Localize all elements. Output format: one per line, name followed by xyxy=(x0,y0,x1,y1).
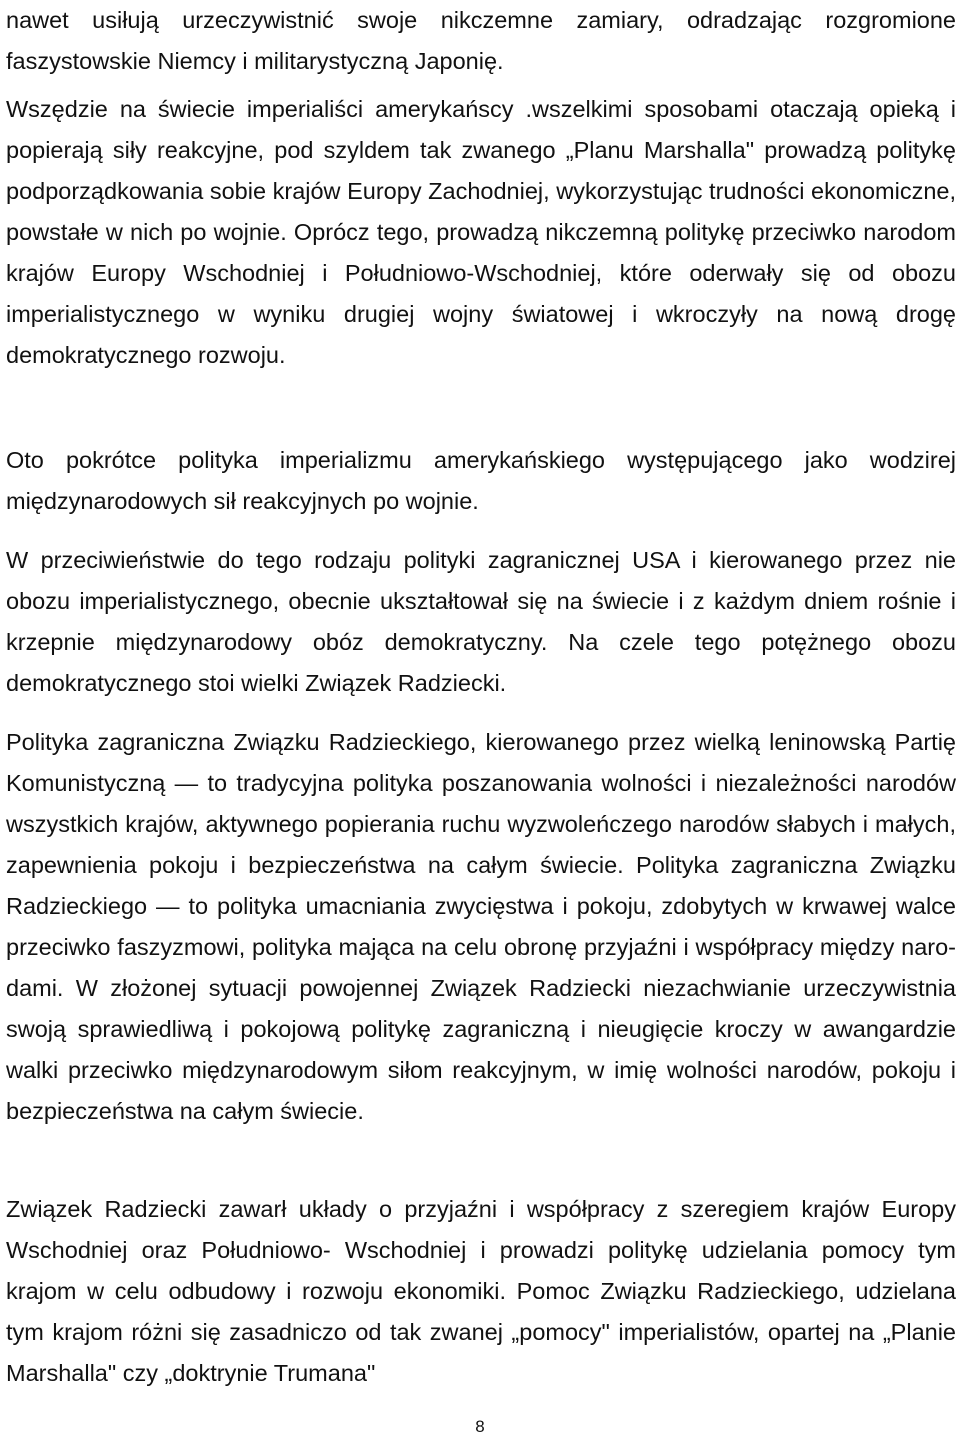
paragraph-1: nawet usiłują urzeczywistnić swoje nikczemne zamiary, odradzając rozgromione faszystowskie Niemcy i militarystyczną Japonię. xyxy=(6,7,956,74)
page-number: 8 xyxy=(475,1417,485,1436)
paragraph-4: W przeciwieństwie do tego rodzaju polityki zagranicznej USA i kierowanego przez nie obozu imperialistycznego, obecnie ukształtował się na świecie i z każdym dniem rośnie i krzepnie międzynarodowy obóz demokratyczny. Na czele tego potężnego obozu demokratycznego stoi wielki Związek Radziecki. xyxy=(6,547,956,696)
paragraph-5: Polityka zagraniczna Związku Radzieckiego, kierowanego przez wielką leninowską Partię Komunistyczną — to tradycyjna polityka poszanowania wolności i niezależności narodów wszystkich krajów, aktywnego popierania ruchu wyzwoleńczego narodów słabych i małych, zapewnienia pokoju i bezpieczeństwa na całym świecie. Polityka zagraniczna Związku Radzieckiego — to polityka umacniania zwycięstwa i pokoju, zdobytych w krwawej walce przeciwko faszyzmowi, polityka mająca na celu obronę przyjaźni i współpracy między narodami. W złożonej sytuacji powojennej Związek Radziecki niezachwianie urzeczywistnia swoją sprawiedliwą i pokojową politykę zagraniczną i nieugięcie kroczy w awangardzie walki przeciwko międzynarodowym siłom reakcyjnym, w imię wolności narodów, pokoju i bezpieczeństwa na całym świecie. xyxy=(6,729,956,1124)
document-page xyxy=(6,0,956,1440)
paragraph-3: Oto pokrótce polityka imperializmu amerykańskiego występującego jako wodzirej międzynarodowych sił reakcyjnych po wojnie. xyxy=(6,447,956,514)
paragraph-2: Wszędzie na świecie imperialiści amerykańscy .wszelkimi sposobami otaczają opieką i popierają siły reakcyjne, pod szyldem tak zwanego „Planu Marshalla" prowadzą politykę podporządkowania sobie krajów Europy Zachodniej, wykorzystując trudności ekonomiczne, powstałe w nich po wojnie. Oprócz tego, prowadzą nikczemną politykę przeciwko narodom krajów Europy Wschodniej i Południowo-Wschodniej, które oderwały się od obozu imperialistycznego w wyniku drugiej wojny światowej i wkroczyły na nową drogę demokratycznego rozwoju. xyxy=(6,96,956,368)
paragraph-6: Związek Radziecki zawarł układy o przyjaźni i współpracy z szeregiem krajów Europy Wschodniej oraz Południowo- Wschodniej i prowadzi politykę udzielania pomocy tym krajom w celu odbudowy i rozwoju ekonomiki. Pomoc Związku Radzieckiego, udzielana tym krajom różni się zasadniczo od tak zwanej „pomocy" imperialistów, opartej na „Planie Marshalla" czy „doktrynie Trumana" xyxy=(6,1196,956,1386)
